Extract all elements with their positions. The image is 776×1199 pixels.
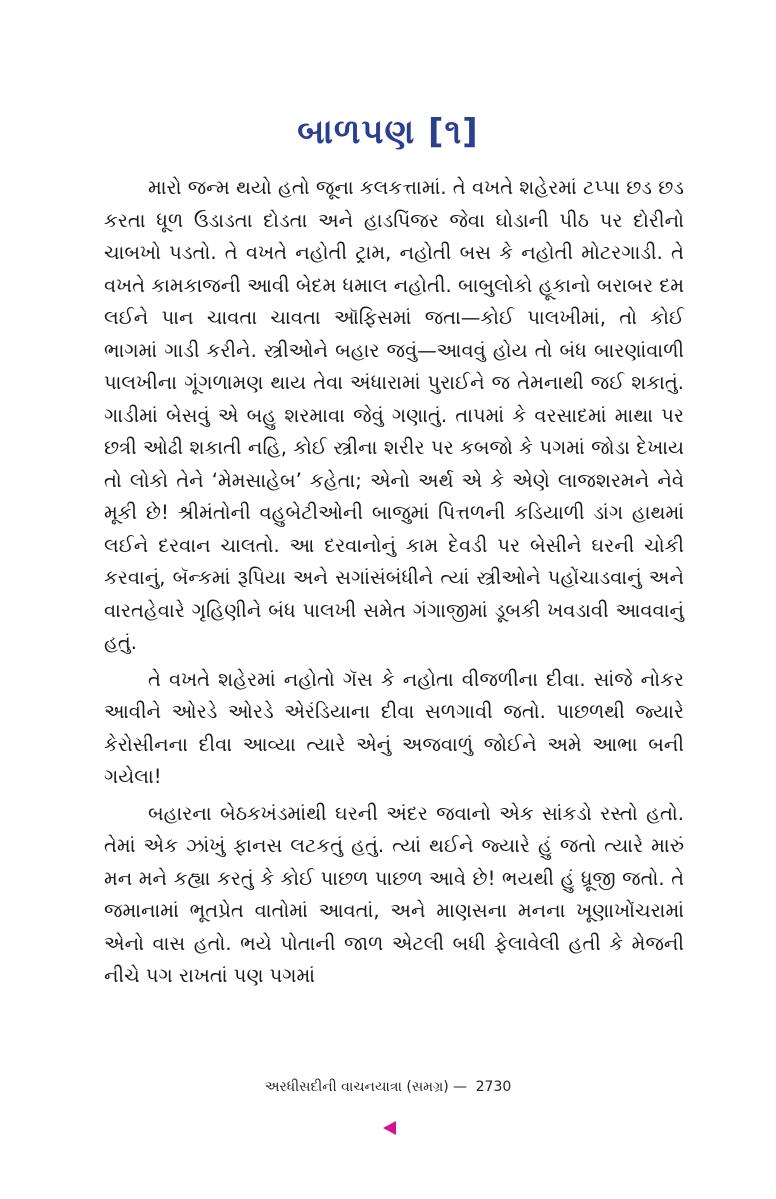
paragraph: તે વખતે શહેરમાં નહોતો ગૅસ કે નહોતા વીજળીના દીવા. સાંજે નોકર આવીને ઓરડે ઓરડે એરંડિયાના દીવા સળગાવી જતો. પાછળથી જ્યારે કેરોસીનના દીવા આવ્યા ત્યારે એનું અજવાળું જોઈને અમે આભા બની ગયેલા!	[104, 667, 684, 788]
chapter-title: બાળપણ [૧]	[297, 112, 479, 152]
chapter-body	[104, 172, 684, 997]
book-title: અરધીસદીની વાચનયાત્રા (સમગ્ર) —	[264, 1079, 468, 1095]
previous-page-icon[interactable]	[383, 1121, 396, 1135]
paragraph: મારો જન્મ થયો હતો જૂના કલકત્તામાં. તે વખતે શહેરમાં ટપ્પા છડ છડ કરતા ધૂળ ઉડાડતા દોડતા અને હાડપિંજર જેવા ઘોડાની પીઠ પર દોરીનો ચાબખો પડતો. તે વખતે નહોતી ટ્રામ, નહોતી બસ કે નહોતી મોટરગાડી. તે વખતે કામકાજની આવી બેદમ ધમાલ નહોતી. બાબુલોકો હૂકાનો બરાબર દમ લઈને પાન ચાવતા ચાવતા ઑફિસમાં જતા—કોઈ પાલખીમાં, તો કોઈ ભાગમાં ગાડી કરીને. સ્ત્રીઓને બહાર જવું—આવવું હોય તો બંધ બારણાંવાળી પાલખીના ગૂંગળામણ થાય તેવા અંધારામાં પુરાઈને જ તેમનાથી જઈ શકાતું. ગાડીમાં બેસવું એ બહુ શરમાવા જેવું ગણાતું. તાપમાં કે વરસાદમાં માથા પર છત્રી ઓઢી શકાતી નહિ, કોઈ સ્ત્રીના શરીર પર કબજો કે પગમાં જોડા દેખાય તો લોકો તેને ‘મેમસાહેબ’ કહેતા; એનો અર્થ એ કે એણે લાજશરમને નેવે મૂકી છે! શ્રીમંતોની વહુબેટીઓની બાજુમાં પિત્તળની કડિયાળી ડાંગ હાથમાં લઈને દરવાન ચાલતો. આ દરવાનોનું કામ દેવડી પર બેસીને ઘરની ચોકી કરવાનું, બૅન્કમાં રૂપિયા અને સગાંસંબંધીને ત્યાં સ્ત્રીઓને પહોંચાડવાનું અને વારતહેવારે ગૃહિણીને બંધ પાલખી સમેત ગંગાજીમાં ડૂબકી ખવડાવી આવવાનું હતું.	[104, 176, 684, 654]
page-footer	[0, 1079, 776, 1095]
page-number: 2730	[475, 1079, 512, 1095]
paragraph: બહારના બેઠકખંડમાંથી ઘરની અંદર જવાનો એક સાંકડો રસ્તો હતો. તેમાં એક ઝાંખું ફાનસ લટકતું હતું. ત્યાં થઈને જ્યારે હું જતો ત્યારે મારું મન મને કહ્યા કરતું કે કોઈ પાછળ પાછળ આવે છે! ભયથી હું ધ્રૂજી જતો. તે જમાનામાં ભૂતપ્રેત વાતોમાં આવતાં, અને માણસના મનના ખૂણાખોંચરામાં એનો વાસ હતો. ભયે પોતાની જાળ એટલી બધી ફેલાવેલી હતી કે મેજની નીચે પગ રાખતાં પણ પગમાં	[104, 801, 684, 987]
